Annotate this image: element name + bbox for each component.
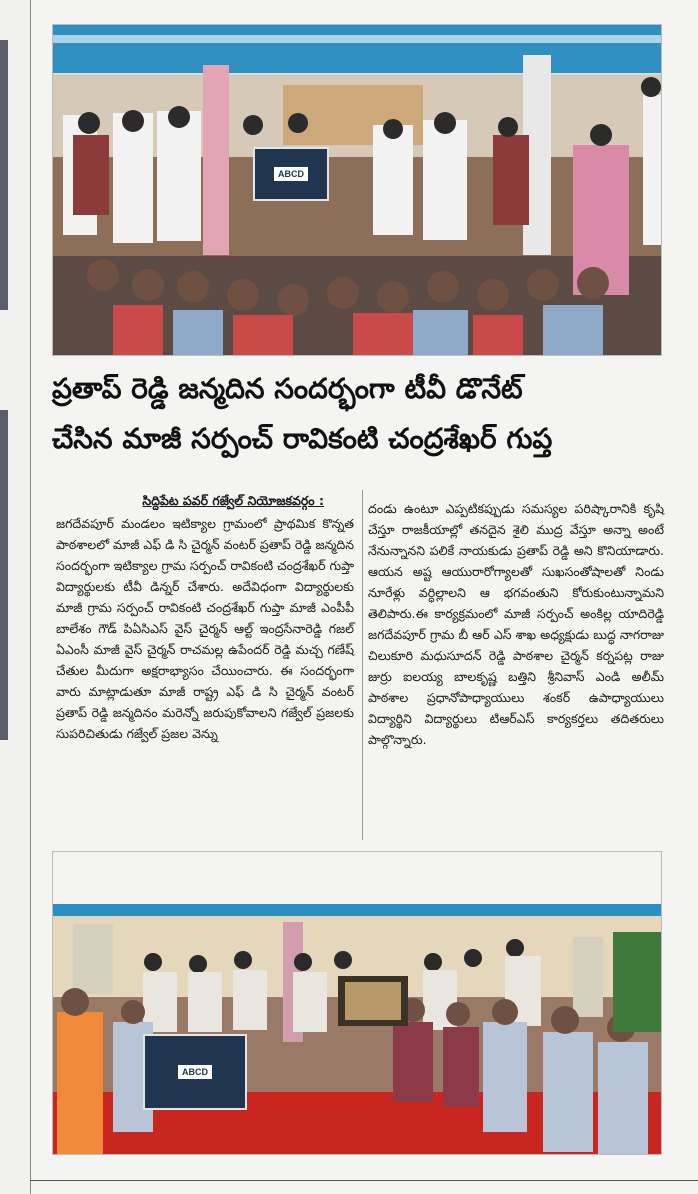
- top-photo-scene: [53, 25, 661, 355]
- board-label: ABCD: [178, 1065, 212, 1079]
- adjacent-photo-fragment: [0, 40, 8, 310]
- top-event-photo: [52, 24, 662, 356]
- bottom-event-photo: [52, 851, 662, 1155]
- article-column-left: [56, 490, 354, 840]
- adjacent-photo-fragment: [0, 410, 8, 740]
- board-label: ABCD: [274, 167, 308, 181]
- column-divider: [362, 490, 363, 840]
- article-body-right: దండు ఉంటూ ఎప్పటికప్పుడు సమస్యల పరిష్కారానికి కృషి చేస్తూ రాజకీయాల్లో తనదైన శైలి ముద్ర వేస్తూ అన్నా అంటే నేనున్నానని పలికే నాయకుడు ప్రతాప్ రెడ్డి అని కొనియాడారు. ఆయన అష్ట ఆయురారోగ్యాలతో సుఖసంతోషాలతో నిండు నూరేళ్లు వర్ధిల్లాలని ఆ భగవంతుని కోరుకుంటున్నామని తెలిపారు.ఈ కార్యక్రమంలో మాజీ సర్పంచ్ అంకిల్ల యాదిరెడ్డి జగదేవపూర్ గ్రామ బీ ఆర్ ఎస్ శాఖ అధ్యక్షుడు బుద్ధ నాగరాజు చిలుకూరి మధుసూదన్ రెడ్డి పాఠశాల చైర్మన్ కర్నపట్ల రాజు జుర్రు ఐలయ్య బాలకృష్ణ బత్తిని శ్రీనివాస్ ఎండి అలీమ్ పాఠశాల ప్రధానోపాధ్యాయులు శంకర్ ఉపాధ్యాయులు విద్యార్థిని విద్యార్థులు టిఆర్ఎస్ కార్యకర్తలు తదితరులు పాల్గొన్నారు.: [368, 501, 664, 747]
- dateline: సిద్దిపేట పవర్ గజ్వేల్ నియోజకవర్గం :: [142, 493, 324, 508]
- article-body-left: జగదేవపూర్ మండలం ఇటిక్యాల గ్రామంలో ప్రాథమిక కొన్నత పాఠశాలలో మాజీ ఎఫ్ డి సి చైర్మన్ వంటర్ ప్రతాప్ రెడ్డి జన్మదిన సందర్భంగా ఇటిక్యాల గ్రామ సర్పంచ్ రావికంటి చంద్రశేఖర్ గుప్తా విద్యార్థులకు టీవీ డిన్నర్ చేశారు. అదేవిధంగా విద్యార్థులకు మాజీ గ్రామ సర్పంచ్ రావికంటి చంద్రశేఖర్ గుప్తా మాజీ ఎంపీపీ బాలేశం గౌడ్ పిఏసిఎస్ వైస్ చైర్మన్ ఆల్ట్ ఇంద్రసేనారెడ్డి గజల్ ఏఎంసీ మాజీ వైస్ చైర్మన్ రాచమల్ల ఉపేందర్ రెడ్డి మచ్చ గణేష్ చేతుల మీదుగా అక్షరాభ్యాసం చేయించారు. ఈ సందర్భంగా వారు మాట్లాడుతూ మాజీ రాష్ట్ర ఎఫ్ డి సి చైర్మన్ వంటర్ ప్రతాప్ రెడ్డి జన్మదినం మరెన్నో జరుపుకోవాలని గజ్వేల్ ప్రజలకు సుపరిచితుడు గజ్వేల్ ప్రజల వెన్ను: [56, 516, 354, 741]
- headline-line-2: చేసిన మాజీ సర్పంచ్ రావికంటి చంద్రశేఖర్ గుప్త: [52, 422, 553, 455]
- adjacent-column-strip: [0, 0, 31, 1194]
- page-bottom-rule: [30, 1180, 698, 1181]
- headline-line-1: ప్రతాప్ రెడ్డి జన్మదిన సందర్భంగా టీవీ డొనేట్: [52, 372, 523, 405]
- article-column-right: [368, 498, 664, 848]
- tv-donation-board: [143, 1034, 247, 1110]
- tv-donation-board: [253, 147, 329, 201]
